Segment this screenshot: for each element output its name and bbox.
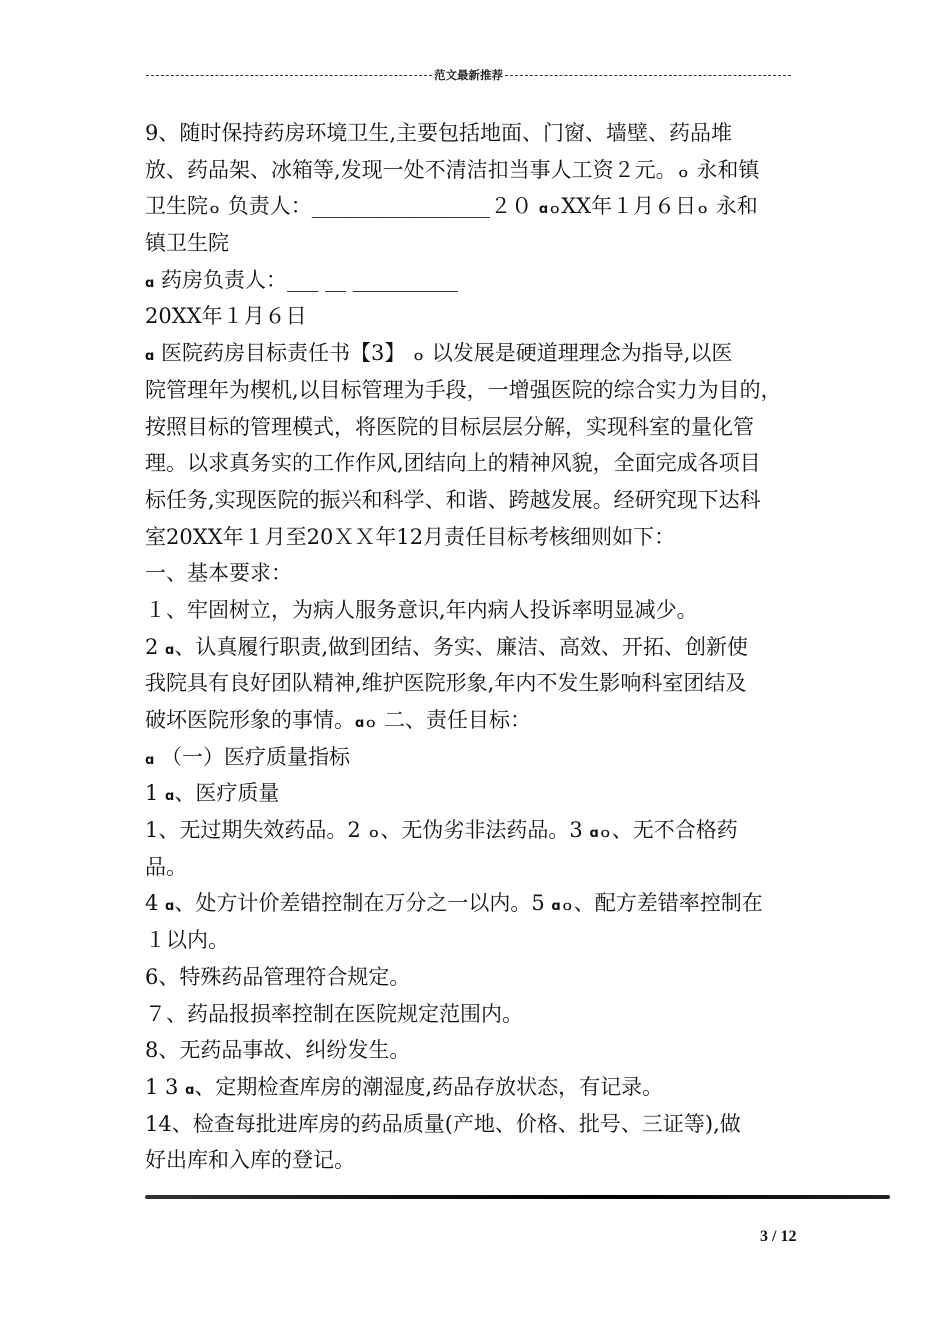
text-span: 以发展是硬道理理念为指导,以医: [425, 341, 733, 366]
text-span: XX年１月６日: [561, 194, 697, 219]
text-span: 、配方差错率控制在: [573, 891, 763, 916]
footer-rule: [145, 1195, 890, 1199]
text-span: 1 3: [145, 1074, 186, 1099]
text-line: 按照目标的管理模式，将医院的目标层层分解，实现科室的量化管: [145, 414, 754, 439]
edit-mark: ɑ: [185, 1082, 195, 1098]
text-span: ２０: [490, 194, 539, 219]
edit-mark: ｏ: [412, 349, 426, 365]
header-dash-left: [146, 75, 432, 76]
text-span: 负责人：______: [221, 194, 375, 219]
text-line: 好出库和入库的登记。: [145, 1148, 355, 1173]
text-line: 品。: [145, 854, 187, 879]
edit-mark: ɑｏ: [355, 716, 378, 731]
text-line: [145, 702, 810, 739]
text-line: [145, 262, 810, 299]
text-line: [145, 885, 810, 922]
text-span: 、无不合格药: [611, 818, 738, 843]
edit-mark: ɑｏ: [551, 899, 574, 915]
text-span: 药房负责人：___ __ __________: [161, 267, 458, 292]
edit-mark: ɑｏ: [538, 202, 562, 218]
edit-mark: ɑ: [165, 642, 175, 658]
text-span: 医院药房目标责任书【3】: [154, 341, 413, 366]
edit-mark: ｏ: [676, 165, 690, 181]
edit-mark: ɑ: [165, 789, 175, 805]
header-title: 范文最新推荐: [434, 68, 503, 82]
text-line: [145, 1069, 810, 1106]
edit-mark: ｏ: [696, 202, 710, 218]
text-span: 二、责任目标：: [377, 708, 531, 732]
edit-mark: ɑ: [145, 349, 155, 365]
text-line: 一、基本要求：: [145, 561, 292, 586]
text-span: 破坏医院形象的事情。: [145, 708, 355, 732]
text-line: ７、药品报损率控制在医院规定范围内。: [145, 1001, 523, 1026]
text-span: 、处方计价差错控制在万分之一以内。5: [174, 891, 552, 916]
text-span: 、医疗质量: [174, 781, 280, 806]
edit-mark: ɑｏ: [589, 826, 612, 842]
text-line: 14、检查每批进库房的药品质量(产地、价格、批号、三证等),做: [145, 1111, 741, 1136]
text-line: [145, 152, 810, 189]
text-span: 、认真履行职责,做到团结、务实、廉洁、高效、开拓、创新使: [174, 634, 749, 659]
edit-mark: ɑ: [165, 899, 175, 915]
text-span: 1: [145, 781, 166, 806]
text-line: [145, 335, 810, 372]
text-line: [145, 629, 810, 666]
edit-mark: ｏ: [367, 826, 381, 842]
text-span: 放、药品架、冰箱等,发现一处不清洁扣当事人工资２元。: [145, 157, 677, 182]
text-span: （一）医疗质量指标: [154, 744, 350, 769]
text-line: [145, 739, 810, 776]
page-header: [146, 67, 791, 83]
text-line: 6、特殊药品管理符合规定。: [145, 964, 411, 989]
text-line: １、牢固树立，为病人服务意识,年内病人投诉率明显减少。: [145, 597, 698, 622]
text-span: 、定期检查库房的潮湿度,药品存放状态，有记录。: [194, 1074, 664, 1099]
edit-mark: ɑ: [145, 275, 155, 291]
text-line: 镇卫生院: [145, 231, 229, 256]
text-line: 9、随时保持药房环境卫生,主要包括地面、门窗、墙壁、药品堆: [145, 121, 733, 145]
page-number: 3 / 12: [760, 1228, 797, 1245]
text-line: 院管理年为楔机,以目标管理为手段，一增强医院的综合实力为目的，: [145, 377, 782, 402]
text-line: 我院具有良好团队精神,维护医院形象,年内不发生影响科室团结及: [145, 671, 747, 696]
text-line: １以内。: [145, 928, 229, 953]
text-line: 标任务,实现医院的振兴和科学、和谐、跨越发展。经研究现下达科: [145, 487, 761, 512]
text-span: 1、无过期失效药品。2: [145, 818, 368, 843]
text-span: 永和: [709, 194, 758, 219]
text-span: 卫生院: [145, 194, 208, 219]
text-span: 、无伪劣非法药品。3: [380, 818, 590, 843]
text-span: 4: [145, 891, 166, 916]
text-line: 室20XX年１月至20ＸＸ年12月责任目标考核细则如下：: [145, 524, 676, 549]
text-line: [145, 775, 810, 812]
header-dash-right: [505, 75, 791, 76]
text-line: [145, 188, 810, 225]
document-body: [145, 115, 810, 1179]
text-line: 理。以求真务实的工作作风,团结向上的精神风貌，全面完成各项目: [145, 451, 761, 476]
edit-mark: ｏ: [208, 202, 222, 218]
text-span: ___________: [374, 194, 491, 219]
text-line: 8、无药品事故、纠纷发生。: [145, 1038, 411, 1063]
text-span: 2: [145, 634, 166, 659]
text-span: 永和镇: [689, 157, 760, 182]
edit-mark: ɑ: [145, 752, 155, 768]
text-line: [145, 812, 810, 849]
text-line: 20XX年１月６日: [145, 304, 307, 329]
